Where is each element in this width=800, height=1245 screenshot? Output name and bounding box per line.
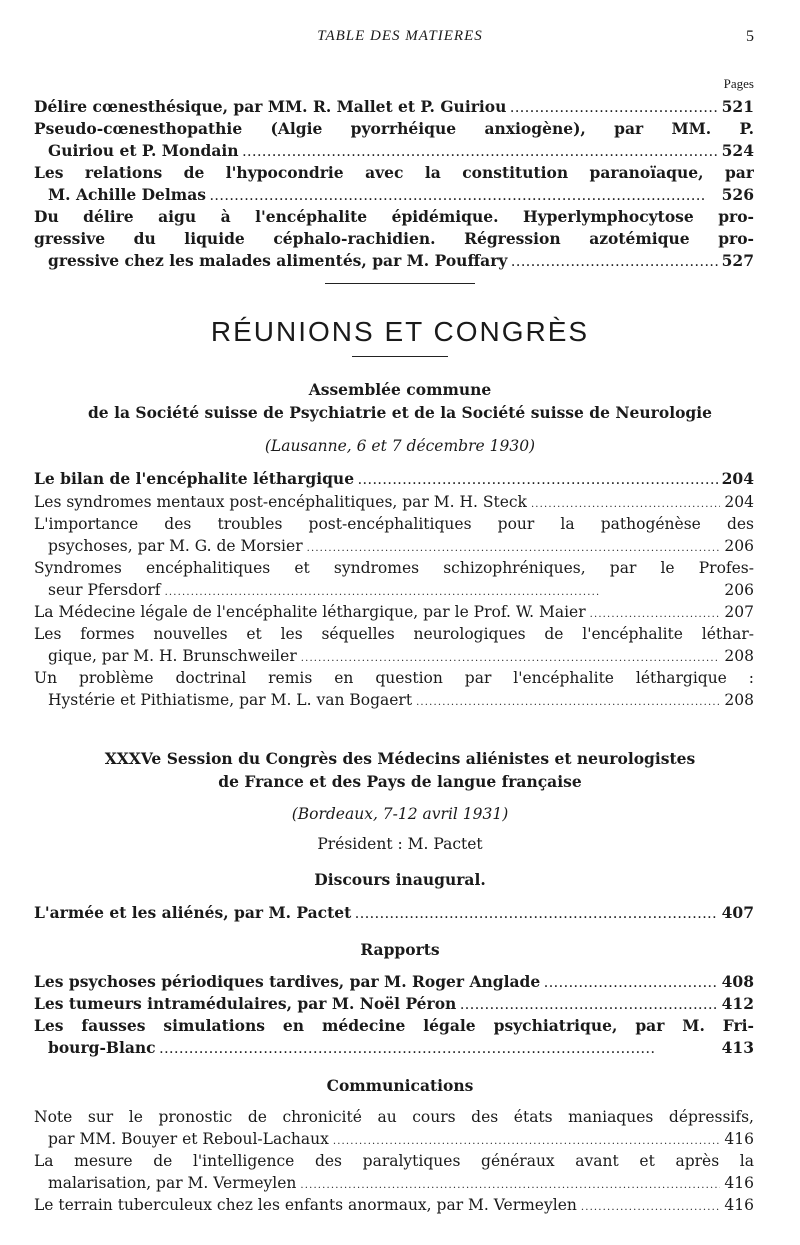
toc-entry (34, 206, 754, 272)
toc-entry-last-line (34, 184, 754, 206)
toc-entry-text: L'armée et les aliénés, par M. Pactet (34, 903, 352, 922)
toc-entry-text: malarisation, par M. Vermeylen (48, 1174, 297, 1192)
page-number: 5 (746, 28, 755, 45)
dot-leader (333, 1128, 721, 1150)
dot-leader (510, 96, 717, 118)
toc-entry-text: gique, par M. H. Brunschweiler (48, 647, 297, 665)
toc-entry-text: M. Achille Delmas (48, 185, 206, 204)
toc-entry-line: Les relations de l'hypocondrie avec la constitution paranoïaque, par (34, 163, 754, 182)
congress-place-date: (Bordeaux, 7-12 avril 1931) (291, 805, 509, 823)
dot-leader (511, 250, 717, 272)
toc-entry-last-line (34, 1128, 754, 1150)
toc-entry-last-line (34, 468, 754, 490)
dot-leader (210, 184, 718, 206)
toc-page-number: 413 (721, 1038, 754, 1057)
toc-entry-line: L'importance des troubles post-encéphalitiques pour la pathogénèse des (34, 515, 754, 533)
dot-leader (243, 140, 718, 162)
toc-entry (34, 601, 754, 623)
toc-entry-line: Note sur le pronostic de chronicité au cours des états maniaques dépressifs, (34, 1108, 754, 1126)
running-header (0, 28, 800, 52)
toc-page-number: 416 (724, 1174, 754, 1192)
toc-entry (34, 513, 754, 557)
toc-entry (34, 491, 754, 513)
divider-rule (325, 283, 475, 284)
assembly-heading: Assemblée commune (308, 380, 492, 399)
toc-entry-last-line (34, 645, 754, 667)
toc-entry-last-line (34, 689, 754, 711)
toc-entry (34, 623, 754, 667)
dot-leader (355, 902, 717, 924)
toc-entry-text: Le bilan de l'encéphalite léthargique (34, 469, 355, 488)
toc-page-number: 204 (721, 469, 754, 488)
congress-heading-line2: de France et des Pays de langue française (218, 772, 582, 791)
rapports-heading: Rapports (360, 940, 440, 959)
toc-page-number: 416 (724, 1130, 754, 1148)
toc-entry-line: gressive du liquide céphalo-rachidien. Régression azotémique pro- (34, 229, 754, 248)
assembly-place-date: (Lausanne, 6 et 7 décembre 1930) (264, 437, 536, 455)
toc-entry-last-line (34, 579, 754, 601)
header-title: TABLE DES MATIERES (317, 28, 483, 44)
toc-page-number: 206 (724, 537, 754, 555)
toc-entry-line: Syndromes encéphalitiques et syndromes schizophréniques, par le Profes- (34, 559, 754, 577)
dot-leader (460, 993, 717, 1015)
toc-entry (34, 468, 754, 490)
toc-page-number: 207 (724, 603, 754, 621)
toc-entry (34, 557, 754, 601)
toc-entry-text: Guiriou et P. Mondain (48, 141, 239, 160)
assembly-subheading: de la Société suisse de Psychiatrie et de la Société suisse de Neurologie (87, 403, 713, 422)
toc-entry-text: Délire cœnesthésique, par MM. R. Mallet et P. Guiriou (34, 97, 507, 116)
toc-entry (34, 1194, 754, 1216)
dot-leader (358, 468, 718, 490)
toc-entry (34, 1106, 754, 1150)
dot-leader (301, 645, 721, 667)
pages-column-label: Pages (723, 76, 754, 91)
toc-entry (34, 902, 754, 924)
toc-entry (34, 162, 754, 206)
toc-entry-last-line (34, 993, 754, 1015)
toc-entry (34, 667, 754, 711)
toc-page-number: 416 (724, 1196, 754, 1214)
toc-page-number: 208 (724, 647, 754, 665)
dot-leader (160, 1037, 718, 1059)
section-title: RÉUNIONS ET CONGRÈS (210, 316, 590, 347)
toc-entry-text: psychoses, par M. G. de Morsier (48, 537, 303, 555)
toc-entry-text: La Médecine légale de l'encéphalite léthargique, par le Prof. W. Maier (34, 603, 586, 621)
toc-entry-last-line (34, 250, 754, 272)
toc-entry-last-line (34, 902, 754, 924)
toc-entry-text: gressive chez les malades alimentés, par M. Pouffary (48, 251, 508, 270)
toc-entry-line: Les formes nouvelles et les séquelles neurologiques de l'encéphalite léthar- (34, 625, 754, 643)
dot-leader (544, 971, 717, 993)
toc-entry-line: Un problème doctrinal remis en question par l'encéphalite léthargique : (34, 669, 754, 687)
toc-entry-text: par MM. Bouyer et Reboul-Lachaux (48, 1130, 329, 1148)
dot-leader (590, 601, 721, 623)
toc-entry-last-line (34, 971, 754, 993)
toc-page-number: 526 (721, 185, 754, 204)
toc-entry-text: Hystérie et Pithiatisme, par M. L. van Bogaert (48, 691, 413, 709)
toc-entry-text: Les psychoses périodiques tardives, par M. Roger Anglade (34, 972, 541, 991)
toc-entry-last-line (34, 535, 754, 557)
toc-entry (34, 118, 754, 162)
discours-heading: Discours inaugural. (314, 870, 486, 889)
congress-president: Président : M. Pactet (317, 835, 483, 853)
dot-leader (165, 579, 721, 601)
toc-entry-text: Les syndromes mentaux post-encéphalitiques, par M. H. Steck (34, 493, 527, 511)
toc-entry (34, 96, 754, 118)
toc-entry-last-line (34, 1194, 754, 1216)
toc-entry-last-line (34, 491, 754, 513)
toc-entry-text: seur Pfersdorf (48, 581, 161, 599)
toc-entry-line: Les fausses simulations en médecine légale psychiatrique, par M. Fri- (34, 1016, 754, 1035)
toc-entry-last-line (34, 140, 754, 162)
toc-entry-line: La mesure de l'intelligence des paralytiques généraux avant et après la (34, 1152, 754, 1170)
toc-entry-text: Les tumeurs intramédulaires, par M. Noël Péron (34, 994, 457, 1013)
toc-entry-text: bourg-Blanc (48, 1038, 156, 1057)
congress-heading-line1: XXXVe Session du Congrès des Médecins aliénistes et neurologistes (104, 749, 696, 768)
toc-entry (34, 971, 754, 993)
toc-page-number: 206 (724, 581, 754, 599)
toc-entry-last-line (34, 1172, 754, 1194)
toc-page-number: 527 (721, 251, 754, 270)
toc-page-number: 407 (721, 903, 754, 922)
toc-entry-last-line (34, 601, 754, 623)
divider-rule (352, 356, 448, 357)
toc-page-number: 208 (724, 691, 754, 709)
toc-page-number: 524 (721, 141, 754, 160)
toc-entry (34, 993, 754, 1015)
dot-leader (300, 1172, 720, 1194)
toc-page-number: 204 (724, 493, 754, 511)
toc-entry-line: Pseudo-cœnesthopathie (Algie pyorrhéique anxiogène), par MM. P. (34, 119, 754, 138)
dot-leader (531, 491, 720, 513)
dot-leader (581, 1194, 721, 1216)
toc-entry-text: Le terrain tuberculeux chez les enfants anormaux, par M. Vermeylen (34, 1196, 577, 1214)
toc-entry-line: Du délire aigu à l'encéphalite épidémique. Hyperlymphocytose pro- (34, 207, 754, 226)
dot-leader (416, 689, 720, 711)
dot-leader (307, 535, 721, 557)
toc-entry (34, 1015, 754, 1059)
toc-entry-last-line (34, 96, 754, 118)
toc-page-number: 408 (721, 972, 754, 991)
toc-page-number: 412 (721, 994, 754, 1013)
toc-entry-last-line (34, 1037, 754, 1059)
toc-page-number: 521 (721, 97, 754, 116)
communications-heading: Communications (326, 1076, 474, 1095)
toc-entry (34, 1150, 754, 1194)
